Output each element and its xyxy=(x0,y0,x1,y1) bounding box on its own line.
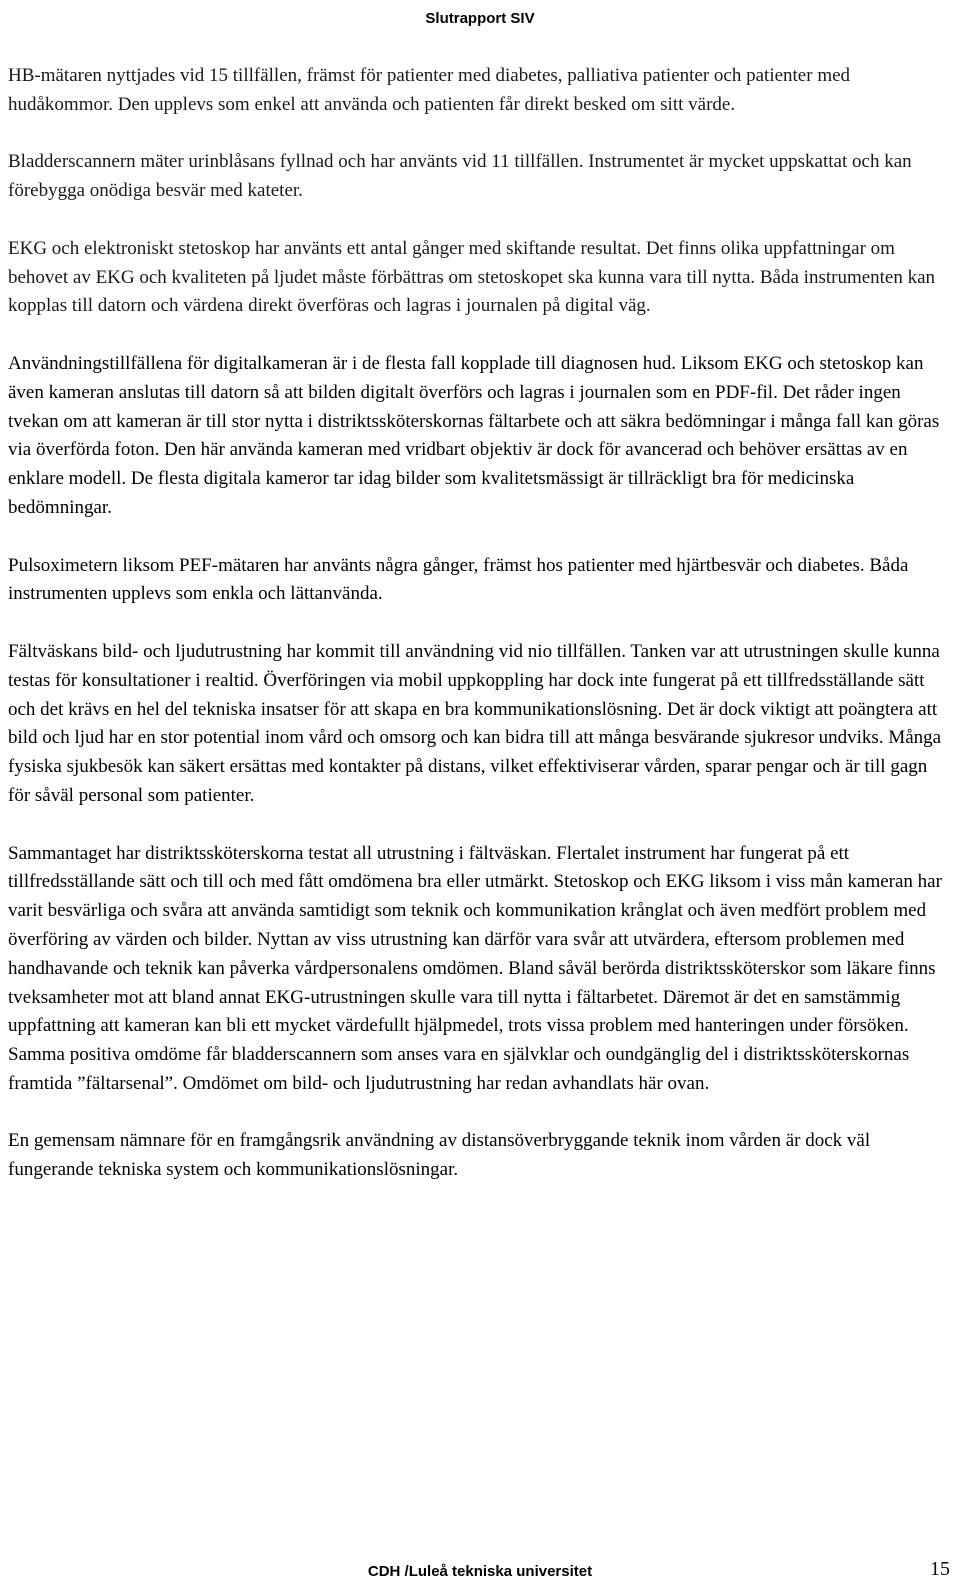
paragraph-conclusion: En gemensam nämnare för en framgångsrik användning av distansöverbryggande teknik inom vården är dock väl fungerande tekniska system och kommunikationslösningar. xyxy=(8,1130,871,1181)
report-body xyxy=(8,62,952,1214)
footer-institution: CDH /Luleå tekniska universitet xyxy=(367,1563,593,1580)
paragraph-summary: Sammantaget har distriktssköterskorna testat all utrustning i fältväskan. Flertalet instrument har fungerat på ett tillfredsställande sätt och till och med fått omdömena bra eller utmärkt. Stetoskop och EKG liksom i viss mån kameran har varit besvärliga och svåra att använda samtidigt som teknik och kommunikation krånglat och även medfört problem med överföring av värden och bilder. Nyttan av viss utrustning kan därför vara svår att utvärdera, eftersom problemen med handhavande och teknik kan påverka vårdpersonalens omdömen. Bland såväl berörda distriktssköterskor som läkare finns tveksamheter mot att bland annat EKG-utrustningen skulle vara till nytta i fältarbetet. Däremot är det en samstämmig uppfattning att kameran kan bli ett mycket värdefullt hjälpmedel, trots vissa problem med hanteringen under försöken. Samma positiva omdöme får bladderscannern som anses vara en självklar och oundgänglig del i distriktssköterskornas framtida ”fältarsenal”. Omdömet om bild- och ljudutrustning har redan avhandlats här ovan. xyxy=(8,842,942,1094)
paragraph-hb-meter: HB-mätaren nyttjades vid 15 tillfällen, främst för patienter med diabetes, palliativa patienter och patienter med hudåkommor. Den upplevs som enkel att använda och patienten får direkt besked om sitt värde. xyxy=(8,65,851,115)
paragraph-audio-video: Fältväskans bild- och ljudutrustning har kommit till användning vid nio tillfällen. Tanken var att utrustningen skulle kunna testas för konsultationer i realtid. Överföringen via mobil uppkoppling har dock inte fungerat på ett tillfredsställande sätt och det krävs en hel del tekniska insatser för att skapa en bra kommunikationslösning. Det är dock viktigt att poängtera att bild och ljud har en stor potential inom vård och omsorg och kan bidra till att många besvärande sjukresor undviks. Många fysiska sjukbesök kan säkert ersättas med kontakter på distans, vilket effektiviserar vården, sparar pengar och är till gagn för såväl personal som patienter. xyxy=(8,640,942,806)
paragraph-ekg-stethoscope: EKG och elektroniskt stetoskop har använts ett antal gånger med skiftande resultat. Det finns olika uppfattningar om behovet av EKG och kvaliteten på ljudet måste förbättras om stetoskopet ska kunna vara till nytta. Båda instrumenten kan kopplas till datorn och värdena direkt överföras och lagras i journalen på digital väg. xyxy=(8,237,936,317)
running-header: Slutrapport SIV xyxy=(425,10,535,27)
paragraph-pulse-oximeter: Pulsoximetern liksom PEF-mätaren har använts några gånger, främst hos patienter med hjärtbesvär och diabetes. Båda instrumenten upplevs som enkla och lättanvända. xyxy=(8,554,909,605)
paragraph-digital-camera: Användningstillfällena för digitalkameran är i de flesta fall kopplade till diagnosen hud. Liksom EKG och stetoskop kan även kameran anslutas till datorn så att bilden digitalt överförs och lagras i journalen som en PDF-fil. Det råder ingen tvekan om att kameran är till stor nytta i distriktssköterskornas fältarbete och att säkra bedömningar i många fall kan göras via överförda foton. Den här använda kameran med vridbart objektiv är dock för avancerad och behöver ersättas av en enklare modell. De flesta digitala kameror tar idag bilder som kvalitetsmässigt är tillräckligt bra för medicinska bedömningar. xyxy=(8,352,940,518)
paragraph-bladder-scanner: Bladderscannern mäter urinblåsans fyllnad och har använts vid 11 tillfällen. Instrumentet är mycket uppskattat och kan förebygga onödiga besvär med kateter. xyxy=(8,151,912,202)
page-number: 15 xyxy=(930,1558,950,1580)
